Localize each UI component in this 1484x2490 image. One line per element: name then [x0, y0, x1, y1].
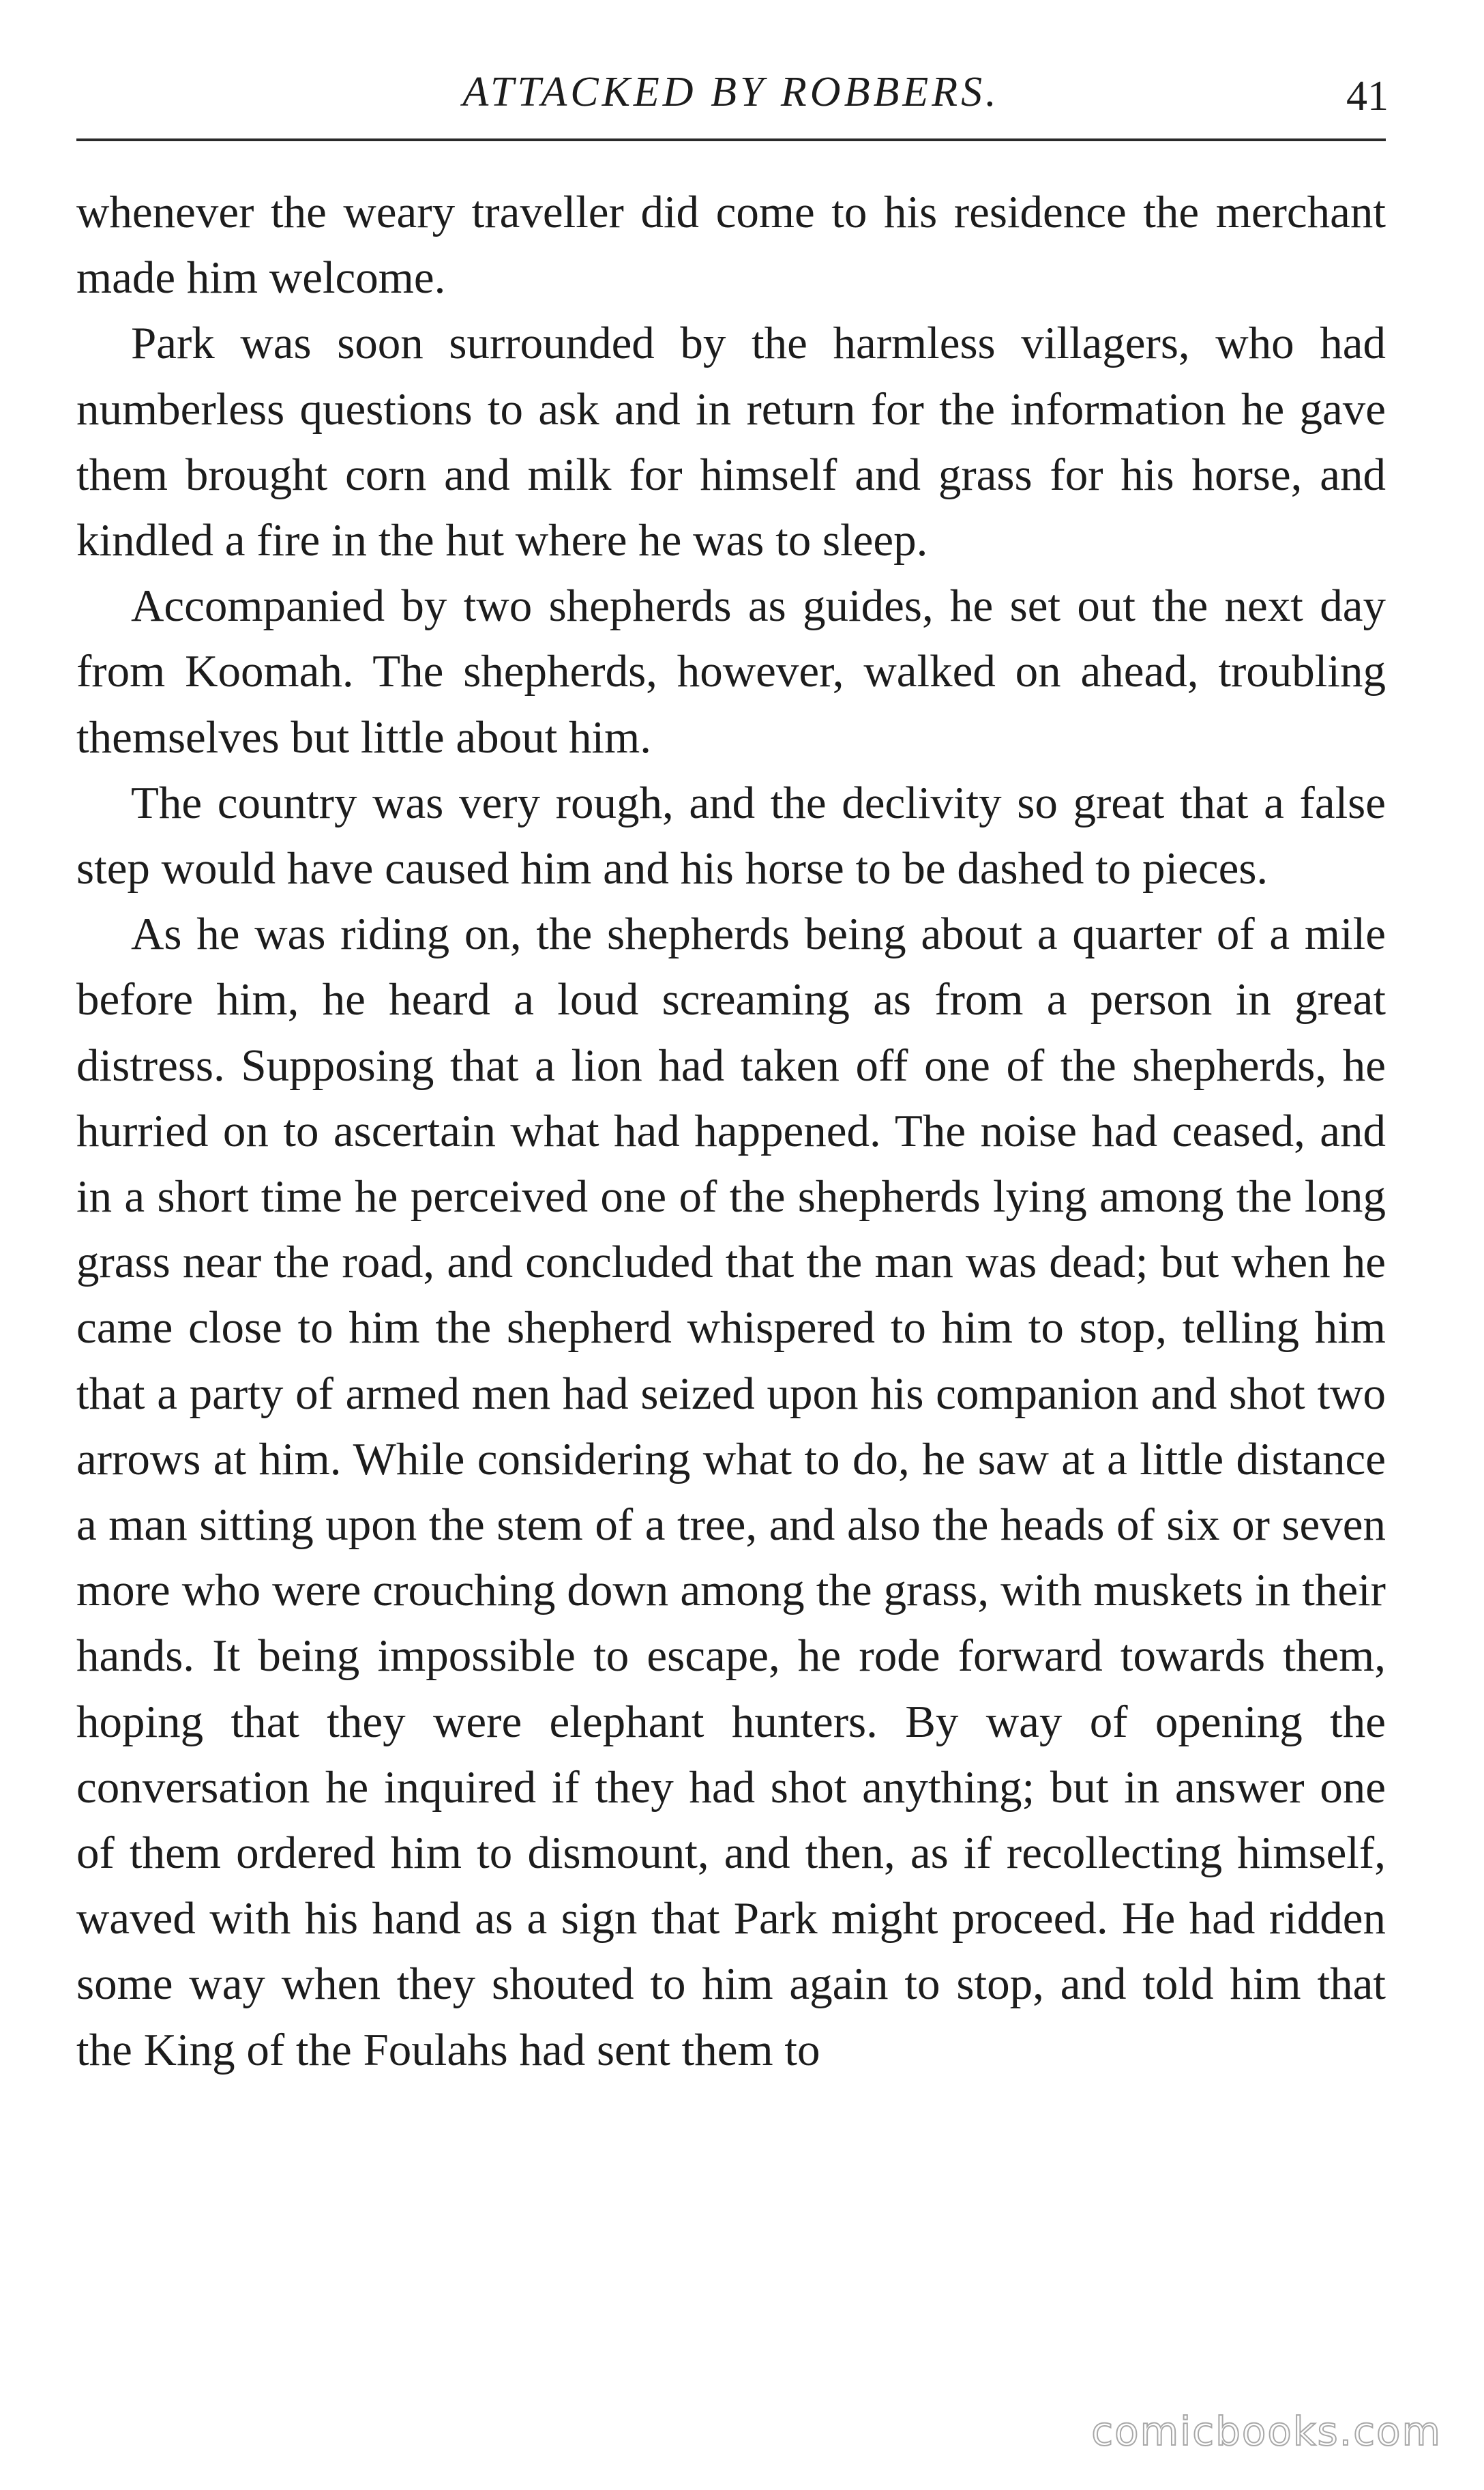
- body-text: [76, 179, 1386, 2083]
- page-number: 41: [1346, 73, 1389, 119]
- paragraph-villagers: Park was soon surrounded by the harmless villagers, who had numberless questions to ask and in return for the information he gave them brought corn and milk for himself and grass for his horse, and kindled a fire in the hut where he was to sleep.: [76, 318, 1386, 566]
- paragraph-robbers: As he was riding on, the shepherds being about a quarter of a mile before him, he heard a loud screaming as from a person in great distress. Supposing that a lion had taken off one of the shepherds, he hurried on to ascertain what had happened. The noise had ceased, and in a short time he perceived one of the shepherds lying among the long grass near the road, and concluded that the man was dead; but when he came close to him the shepherd whispered to him to stop, telling him that a party of armed men had seized upon his companion and shot two arrows at him. While considering what to do, he saw at a little distance a man sitting upon the stem of a tree, and also the heads of six or seven more who were crouching down among the grass, with muskets in their hands. It being impossible to escape, he rode forward towards them, hoping that they were elephant hunters. By way of opening the conversation he inquired if they had shot anything; but in answer one of them ordered him to dismount, and then, as if recollecting himself, waved with his hand as a sign that Park might proceed. He had ridden some way when they shouted to him again to stop, and told him that the King of the Foulahs had sent them to: [76, 909, 1386, 2075]
- paragraph-shepherds: Accompanied by two shepherds as guides, he set out the next day from Koomah. The shepherds, however, walked on ahead, troubling themselves but little about him.: [76, 581, 1386, 763]
- paragraph-continuation: whenever the weary traveller did come to his residence the merchant made him welcome.: [76, 187, 1386, 304]
- running-head: [76, 65, 1389, 130]
- paragraph-country: The country was very rough, and the declivity so great that a false step would have caused him and his horse to be dashed to pieces.: [76, 777, 1386, 894]
- watermark: comicbooks.com: [1091, 2408, 1442, 2455]
- running-title: ATTACKED BY ROBBERS.: [462, 69, 1000, 115]
- header-rule: [76, 138, 1386, 141]
